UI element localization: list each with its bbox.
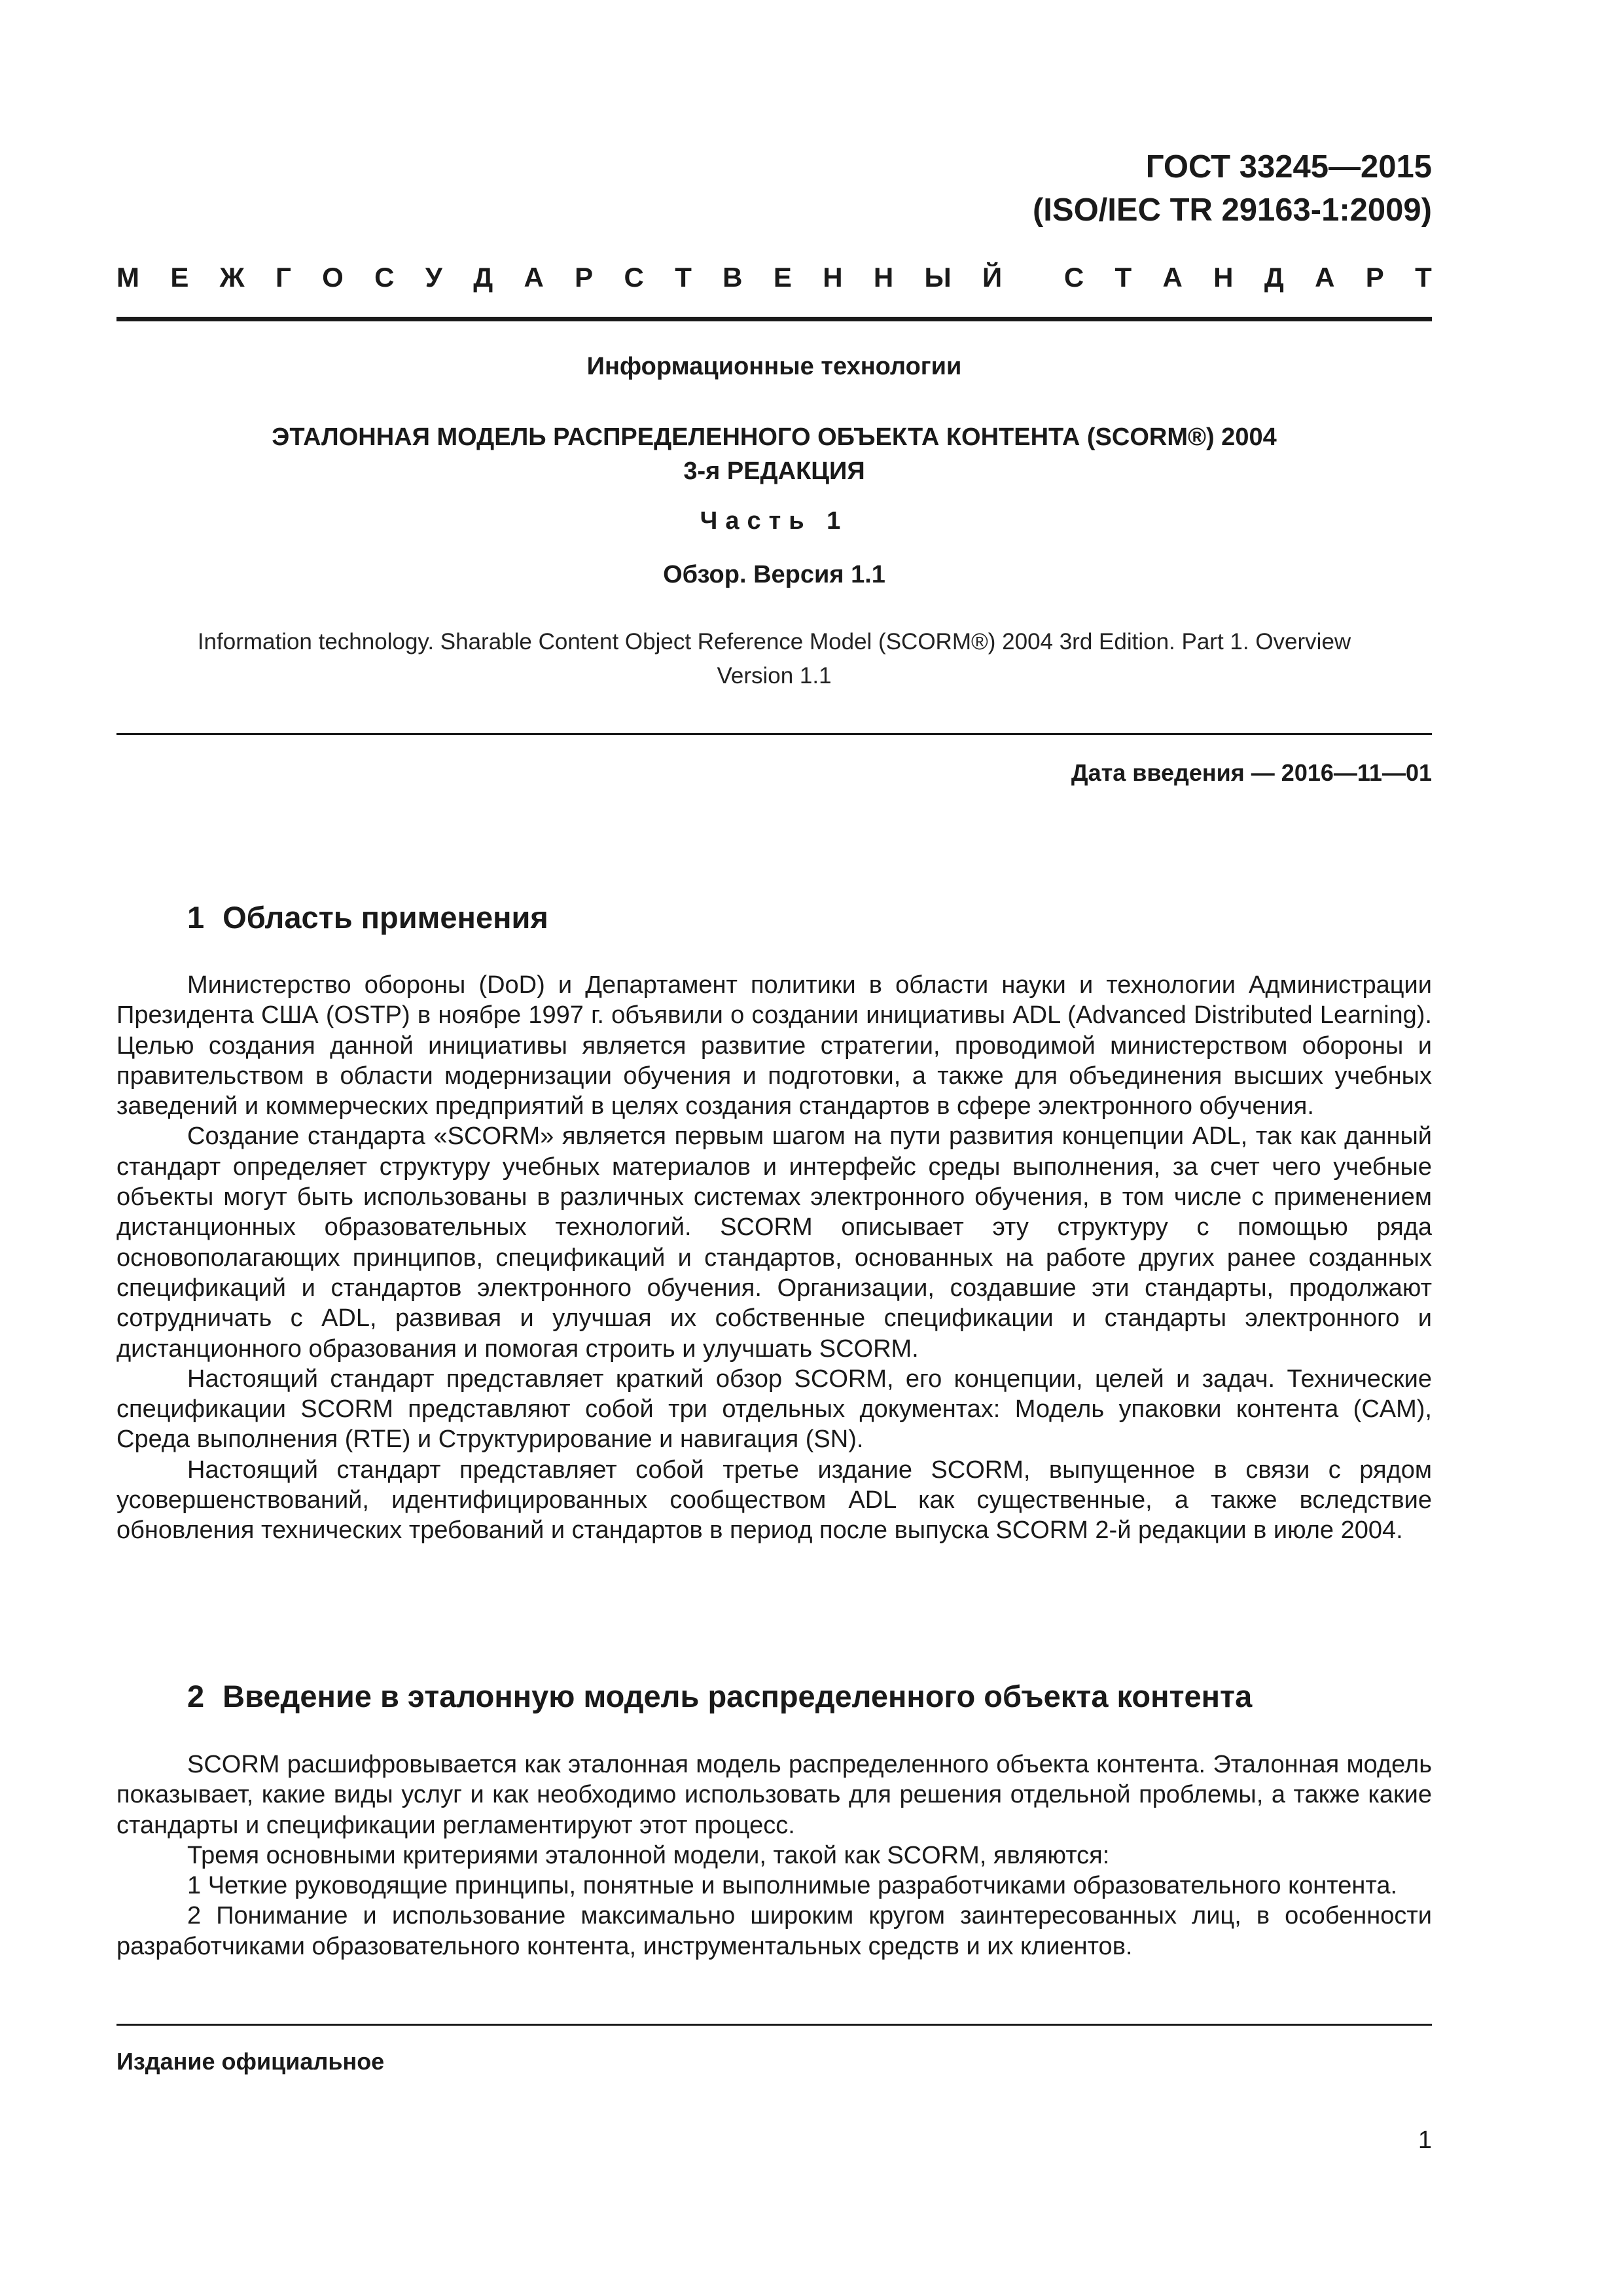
introduction-date: Дата введения — 2016—11—01 [1071,759,1432,786]
banner-letter: Е [170,262,189,293]
banner-letter: Р [575,262,594,293]
gost-number: ГОСТ 33245—2015 [1145,149,1432,185]
banner-letter: А [1162,262,1183,293]
banner-letter: С [374,262,395,293]
banner-letter: Т [675,262,692,293]
banner-letter: У [425,262,442,293]
section-title: Область применения [223,900,548,935]
paragraph: Создание стандарта «SCORM» является первым шагом на пути развития концепции ADL, так как данный стандарт определяет структуру учебных материалов и интерфейс среды выполнения, за счет чего учебные объекты могут быть использованы в различных системах электронного обучения, в том числе с применением дистанционных образовательных технологий. SCORM описывает эту структуру с помощью ряда основополагающих принципов, спецификаций и стандартов, основанных на работе других ранее созданных спецификаций и стандартов электронного обучения. Организации, создавшие эти стандарты, продолжают сотрудничать с ADL, развивая и улучшая их собственные спецификации и стандарты электронного и дистанционного образования и помогая строить и улучшать SCORM. [116,1122,1432,1363]
paragraph: Настоящий стандарт представляет краткий обзор SCORM, его концепции, целей и задач. Технические спецификации SCORM представляют собой три отдельных документах: Модель упаковки контента (CAM), Среда выполнения (RTE) и Структурирование и навигация (SN). [116,1365,1432,1454]
document-number [1033,145,1432,232]
banner-letter: Н [823,262,843,293]
section-title: Введение в эталонную модель распределенного объекта контента [223,1679,1253,1713]
english-title [116,625,1432,693]
banner-letter: Й [982,262,1003,293]
banner-letter: Н [873,262,894,293]
paragraph: Тремя основными критериями эталонной модели, такой как SCORM, являются: [187,1841,1110,1869]
standard-title-line: ЭТАЛОННАЯ МОДЕЛЬ РАСПРЕДЕЛЕННОГО ОБЪЕКТА КОНТЕНТА (SCORM®) 2004 [272,423,1277,451]
section-2-body [116,1749,1432,1962]
section-1-body [116,970,1432,1546]
footer-divider [116,2024,1432,2026]
banner-letter: Ж [219,262,245,293]
header-divider [116,317,1432,321]
standard-title [116,420,1432,488]
banner-letter: Р [1365,262,1384,293]
paragraph: Настоящий стандарт представляет собой третье издание SCORM, выпущенное в связи с рядом усовершенствований, идентифицированных сообществом ADL как существенные, а также вследствие обновления технических требований и стандартов в период после выпуска SCORM 2-й редакции в июле 2004. [116,1456,1432,1545]
banner-letter: В [722,262,743,293]
banner-letter: Д [473,262,493,293]
banner-letter: Е [773,262,792,293]
topic-title: Информационные технологии [586,353,962,380]
banner-letter: О [322,262,344,293]
standard-title-line: 3-я РЕДАКЦИЯ [683,457,865,485]
banner-letter: Г [275,262,291,293]
banner-letter: Ы [924,262,952,293]
edition-label: Издание официальное [116,2048,385,2075]
section-number: 1 [187,900,205,935]
paragraph: Министерство обороны (DoD) и Департамент политики в области науки и технологии Администрации Президента США (OSTP) в ноябре 1997 г. объявили о создании инициативы ADL (Advanced Distributed Learning). Целью создания данной инициативы является развитие стратегии, проводимой министерством обороны и правительством в области модернизации обучения и подготовки, а также для объединения высших учебных заведений и коммерческих предприятий в целях создания стандартов в сфере электронного обучения. [116,971,1432,1121]
section-1-heading [187,897,548,939]
banner-letter: А [1315,262,1335,293]
english-title-line: Information technology. Sharable Content Object Reference Model (SCORM®) 2004 3rd Edition. Part 1. Overview [197,629,1351,655]
english-title-line: Version 1.1 [717,663,832,689]
standard-type-banner [116,258,1432,297]
version-label: Обзор. Версия 1.1 [663,561,885,588]
banner-letter: Т [1415,262,1432,293]
banner-letter: Т [1115,262,1132,293]
banner-letter: С [624,262,644,293]
page-number: 1 [1418,2126,1432,2154]
banner-letter: М [116,262,139,293]
list-item: 2 Понимание и использование максимально широким кругом заинтересованных лиц, в особенности разработчиками образовательного контента, инструментальных средств и их клиентов. [116,1902,1432,1960]
section-2-heading [187,1676,1252,1717]
iso-number: (ISO/IEC TR 29163-1:2009) [1032,192,1432,228]
banner-letter: С [1063,262,1084,293]
part-label: Часть 1 [700,507,849,535]
section-number: 2 [187,1679,205,1713]
title-divider [116,733,1432,735]
banner-letter: Н [1213,262,1234,293]
paragraph: SCORM расшифровывается как эталонная модель распределенного объекта контента. Эталонная модель показывает, какие виды услуг и как необходимо использовать для решения отдельной проблемы, а также какие стандарты и спецификации регламентируют этот процесс. [116,1751,1432,1839]
banner-letter: Д [1264,262,1284,293]
banner-letter: А [524,262,544,293]
list-item: 1 Четкие руководящие принципы, понятные и выполнимые разработчиками образовательного контента. [187,1872,1398,1900]
